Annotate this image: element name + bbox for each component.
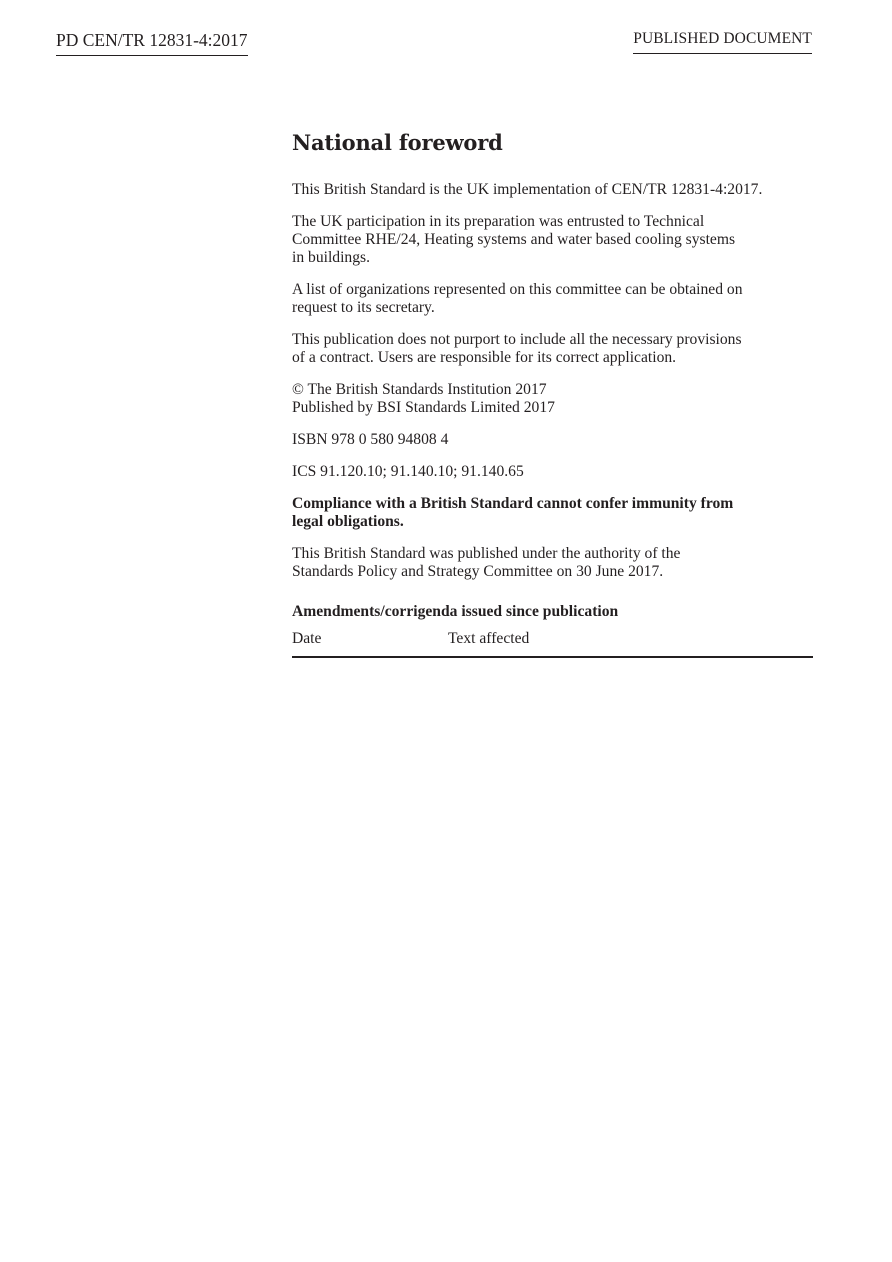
paragraph-line: Standards Policy and Strategy Committee on 30 June 2017. [292, 563, 664, 580]
paragraph-line: The UK participation in its preparation was entrusted to Technical [292, 213, 705, 230]
ics-paragraph [292, 463, 813, 481]
paragraph-line: of a contract. Users are responsible for its correct application. [292, 349, 677, 366]
amendments-table [292, 630, 813, 658]
amendments-date-header: Date [292, 630, 322, 647]
implementation-paragraph [292, 181, 813, 199]
paragraph-line: This British Standard was published under the authority of the [292, 545, 681, 562]
national-foreword-section [292, 129, 813, 658]
paragraph-line: This British Standard is the UK implementation of CEN/TR 12831-4:2017. [292, 181, 763, 198]
paragraph-line: ISBN 978 0 580 94808 4 [292, 431, 449, 448]
paragraph-line: Compliance with a British Standard cannot confer immunity from [292, 495, 734, 512]
compliance-paragraph [292, 495, 813, 531]
page-title: National foreword [292, 130, 503, 155]
organizations-paragraph [292, 281, 813, 317]
isbn-paragraph [292, 431, 813, 449]
paragraph-line: This publication does not purport to include all the necessary provisions [292, 331, 742, 348]
committee-paragraph [292, 213, 813, 267]
amendments-text-header: Text affected [448, 630, 530, 647]
paragraph-line: Committee RHE/24, Heating systems and water based cooling systems [292, 231, 736, 248]
document-id: PD CEN/TR 12831-4:2017 [56, 29, 248, 56]
paragraph-line: Published by BSI Standards Limited 2017 [292, 399, 555, 416]
paragraph-line: © The British Standards Institution 2017 [292, 381, 547, 398]
provisions-paragraph [292, 331, 813, 367]
amendments-heading: Amendments/corrigenda issued since publication [292, 603, 619, 620]
paragraph-line: in buildings. [292, 249, 370, 266]
paragraph-line: ICS 91.120.10; 91.140.10; 91.140.65 [292, 463, 524, 480]
copyright-paragraph [292, 381, 813, 417]
authority-paragraph [292, 545, 813, 581]
paragraph-line: request to its secretary. [292, 299, 435, 316]
paragraph-line: A list of organizations represented on this committee can be obtained on [292, 281, 743, 298]
paragraph-line: legal obligations. [292, 513, 404, 530]
document-status: PUBLISHED DOCUMENT [633, 29, 812, 54]
